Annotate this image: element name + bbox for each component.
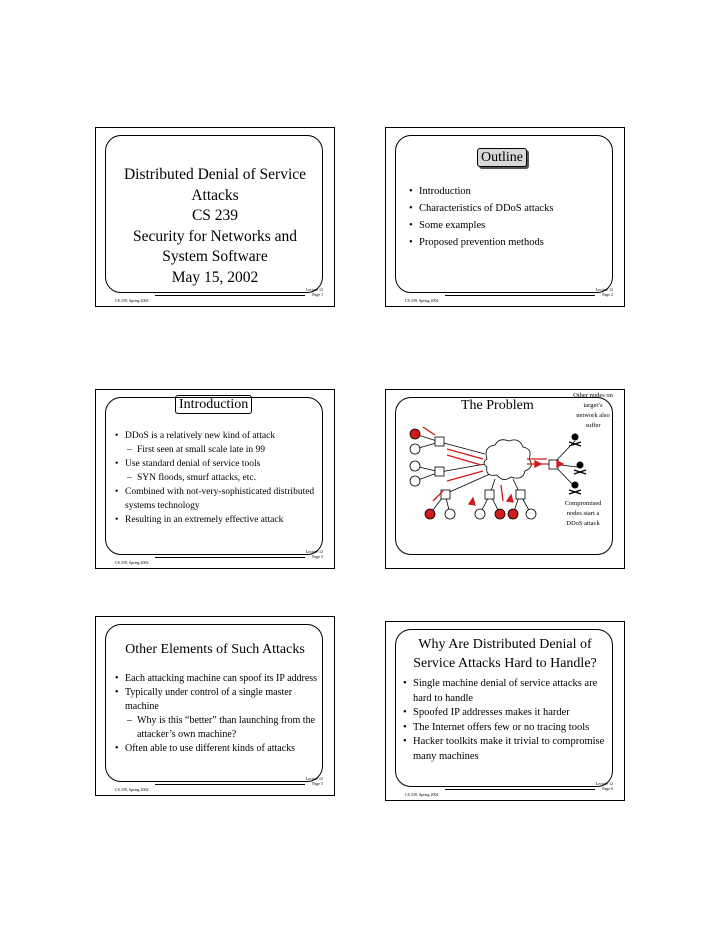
ddos-network-diagram: [385, 389, 625, 569]
bullet-list: [409, 183, 609, 251]
skull-icon: [569, 434, 581, 447]
bullet-list: [403, 677, 608, 764]
footer-course: CS 239, Spring 2002: [115, 298, 149, 303]
list-item: • Characteristics of DDoS attacks: [409, 200, 609, 217]
footer-rule: [155, 557, 305, 558]
footer-course: CS 239, Spring 2002: [405, 298, 439, 303]
slide-6: [385, 621, 625, 801]
slide-title: Why Are Distributed Denial of Service Attacks Hard to Handle?: [413, 637, 597, 671]
host-node: [526, 509, 536, 519]
footer-page: Lecture 12 Page 5: [305, 776, 323, 786]
compromised-node: [495, 509, 505, 519]
list-item: • DDoS is a relatively new kind of attack: [115, 429, 320, 443]
list-item: • Introduction: [409, 183, 609, 200]
compromised-node: [410, 429, 420, 439]
slide-2: [385, 127, 625, 307]
note-other-nodes: Other nodes on target’s network also suffer: [573, 392, 613, 429]
host-node: [410, 444, 420, 454]
list-item: – First seen at small scale late in 99: [115, 443, 320, 457]
footer-course: CS 239, Spring 2002: [115, 787, 149, 792]
list-item: • Spoofed IP addresses makes it harder: [403, 706, 608, 721]
internet-cloud: [484, 440, 531, 480]
footer-rule: [445, 295, 595, 296]
skull-icon: [569, 482, 581, 495]
list-item: • Typically under control of a single master machine: [115, 686, 320, 714]
footer-page: Lecture 12 Page 3: [305, 549, 323, 559]
bullet-list: [115, 672, 320, 756]
slide-title: The Problem: [461, 398, 534, 413]
footer-page: Lecture 12 Page 2: [595, 287, 613, 297]
footer-rule: [155, 784, 305, 785]
list-item: • Hacker toolkits make it trivial to compromise many machines: [403, 735, 608, 764]
list-item: • Proposed prevention methods: [409, 234, 609, 251]
footer-rule: [155, 295, 305, 296]
compromised-node: [425, 509, 435, 519]
list-item: – Why is this “better” than launching from the attacker’s own machine?: [115, 714, 320, 742]
slide-4: [385, 389, 625, 569]
footer-page: Lecture 12 Page 1: [305, 287, 323, 297]
host-node: [475, 509, 485, 519]
slide-title: Other Elements of Such Attacks: [125, 642, 305, 657]
list-item: • Use standard denial of service tools: [115, 457, 320, 471]
list-item: • Often able to use different kinds of attacks: [115, 742, 320, 756]
list-item: • Each attacking machine can spoof its IP address: [115, 672, 320, 686]
bullet-list: [115, 429, 320, 527]
footer-course: CS 239, Spring 2002: [115, 560, 149, 565]
note-compromised-nodes: Compromised nodes start a DDoS attack: [564, 500, 602, 527]
list-item: – SYN floods, smurf attacks, etc.: [115, 471, 320, 485]
slide-title: Distributed Denial of Service Attacks CS 239 Security for Networks and System Software May 15, 2002: [123, 166, 307, 286]
list-item: • Single machine denial of service attacks are hard to handle: [403, 677, 608, 706]
compromised-node: [508, 509, 518, 519]
skull-icon: [574, 462, 586, 475]
host-node: [410, 476, 420, 486]
host-node: [410, 461, 420, 471]
footer-rule: [445, 789, 595, 790]
slide-title: Outline: [477, 148, 527, 167]
footer-course: CS 239, Spring 2002: [405, 792, 439, 797]
switch-node: [435, 437, 444, 446]
host-node: [445, 509, 455, 519]
slide-5: [95, 616, 335, 796]
slide-1: [95, 127, 335, 307]
list-item: • Combined with not-very-sophisticated distributed systems technology: [115, 485, 320, 513]
switch-node: [485, 490, 494, 499]
switch-node: [435, 467, 444, 476]
slide-title: Introduction: [175, 395, 252, 414]
footer-page: Lecture 12 Page 6: [595, 781, 613, 791]
list-item: • Resulting in an extremely effective attack: [115, 513, 320, 527]
slide-3: [95, 389, 335, 569]
list-item: • Some examples: [409, 217, 609, 234]
switch-node: [516, 490, 525, 499]
list-item: • The Internet offers few or no tracing tools: [403, 721, 608, 736]
